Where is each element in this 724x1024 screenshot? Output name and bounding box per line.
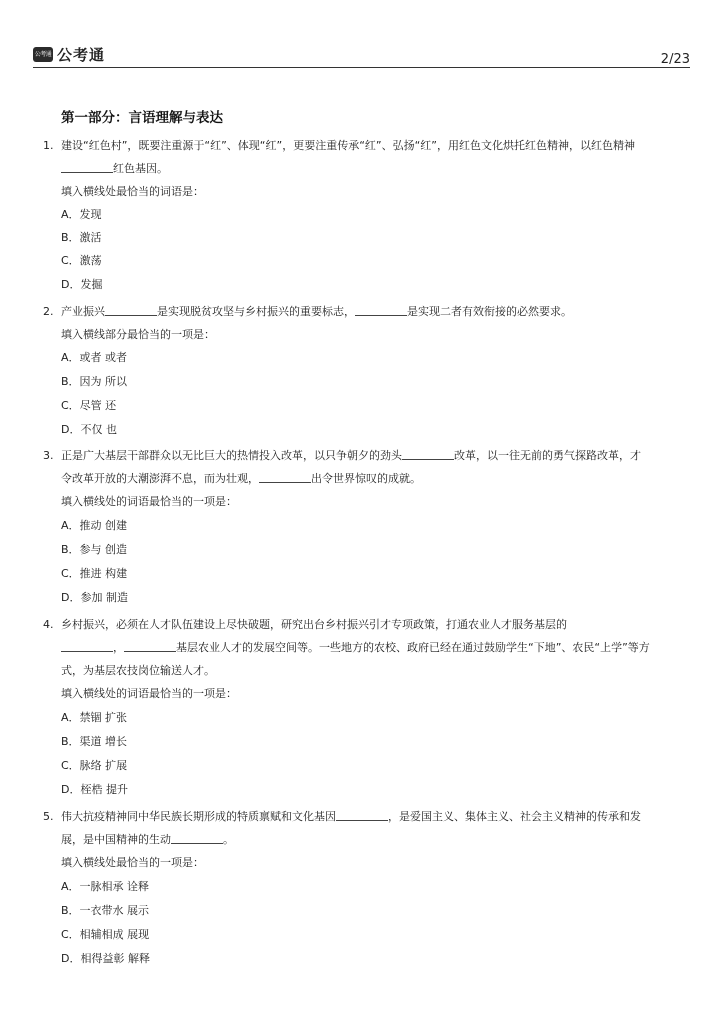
question-text-part: ，是爱国主义、集体主义、社会主义精神的传承和发 xyxy=(388,810,641,823)
question-text-part: 是实现二者有效衔接的必然要求。 xyxy=(407,305,572,318)
option-d[interactable]: D．发掘 xyxy=(61,278,103,291)
question-text-part: 展，是中国精神的生动 xyxy=(61,833,171,846)
question-text-part: 产业振兴 xyxy=(61,305,105,318)
question-number: 4. xyxy=(43,618,54,631)
option-b[interactable]: B．激活 xyxy=(61,231,102,244)
question-text-part: 令改革开放的大潮澎湃不息，而为壮观， xyxy=(61,472,259,485)
question-number: 2. xyxy=(43,305,54,318)
question-text-part: 红色基因。 xyxy=(113,162,168,175)
option-b[interactable]: B．一衣带水 展示 xyxy=(61,904,150,917)
option-d[interactable]: D．桎梏 提升 xyxy=(61,783,128,796)
brand-name: 公考通 xyxy=(57,46,106,64)
option-c[interactable]: C．推进 构建 xyxy=(61,567,128,580)
option-b[interactable]: B．渠道 增长 xyxy=(61,735,128,748)
option-b[interactable]: B．因为 所以 xyxy=(61,375,128,388)
question-text-part: 正是广大基层干部群众以无比巨大的热情投入改革，以只争朝夕的劲头 xyxy=(61,449,402,462)
question-text-part: 基层农业人才的发展空间等。一些地方的农校、政府已经在通过鼓励学生“下地”、农民“上学”等方 xyxy=(176,641,650,654)
question-text-part: 是实现脱贫攻坚与乡村振兴的重要标志， xyxy=(157,305,355,318)
header-divider xyxy=(33,67,690,68)
question-text-part: 出令世界惊叹的成就。 xyxy=(311,472,421,485)
question-stem: 填入横线处的词语最恰当的一项是： xyxy=(61,495,237,508)
section-title: 第一部分：言语理解与表达 xyxy=(61,110,223,126)
answer-blank xyxy=(61,160,113,173)
answer-blank xyxy=(402,447,454,460)
question-text-part: 改革，以一往无前的勇气探路改革，才 xyxy=(454,449,641,462)
question-text-part: 。 xyxy=(223,833,234,846)
option-d[interactable]: D．参加 制造 xyxy=(61,591,128,604)
answer-blank xyxy=(259,470,311,483)
question-text xyxy=(61,158,168,180)
answer-blank xyxy=(355,303,407,316)
page-header xyxy=(33,40,690,68)
option-c[interactable]: C．脉络 扩展 xyxy=(61,759,128,772)
answer-blank xyxy=(61,639,113,652)
question-text-part: ， xyxy=(113,641,124,654)
question-text xyxy=(61,301,572,323)
page-number: 2/23 xyxy=(660,52,690,67)
question-text: 乡村振兴，必须在人才队伍建设上尽快破题，研究出台乡村振兴引才专项政策，打通农业人才服务基层的 xyxy=(61,618,567,631)
option-d[interactable]: D．相得益彰 解释 xyxy=(61,952,150,965)
option-a[interactable]: A．推动 创建 xyxy=(61,519,128,532)
answer-blank xyxy=(105,303,157,316)
question-text: 建设“红色村”，既要注重源于“红”、体现“红”，更要注重传承“红”、弘扬“红”，用红色文化烘托红色精神，以红色精神 xyxy=(61,139,635,152)
question-stem: 填入横线部分最恰当的一项是： xyxy=(61,328,215,341)
option-c[interactable]: C．尽管 还 xyxy=(61,399,117,412)
question-stem: 填入横线处的词语最恰当的一项是： xyxy=(61,687,237,700)
question-text xyxy=(61,829,234,851)
logo-icon: 公考通 xyxy=(33,47,53,62)
option-a[interactable]: A．禁锢 扩张 xyxy=(61,711,128,724)
question-text-part: 伟大抗疫精神同中华民族长期形成的特质禀赋和文化基因 xyxy=(61,810,336,823)
option-c[interactable]: C．激荡 xyxy=(61,254,102,267)
answer-blank xyxy=(171,831,223,844)
brand-logo xyxy=(33,44,105,65)
option-a[interactable]: A．或者 或者 xyxy=(61,351,128,364)
question-text xyxy=(61,445,641,467)
answer-blank xyxy=(336,808,388,821)
question-text xyxy=(61,806,641,828)
option-b[interactable]: B．参与 创造 xyxy=(61,543,128,556)
question-text xyxy=(61,468,421,490)
question-text: 式，为基层农技岗位输送人才。 xyxy=(61,664,215,677)
question-number: 5. xyxy=(43,810,54,823)
question-number: 3. xyxy=(43,449,54,462)
answer-blank xyxy=(124,639,176,652)
question-text xyxy=(61,637,650,659)
option-a[interactable]: A．发现 xyxy=(61,208,102,221)
question-stem: 填入横线处最恰当的词语是： xyxy=(61,185,204,198)
option-a[interactable]: A．一脉相承 诠释 xyxy=(61,880,150,893)
option-d[interactable]: D．不仅 也 xyxy=(61,423,117,436)
option-c[interactable]: C．相辅相成 展现 xyxy=(61,928,150,941)
question-number: 1. xyxy=(43,139,54,152)
question-stem: 填入横线处最恰当的一项是： xyxy=(61,856,204,869)
